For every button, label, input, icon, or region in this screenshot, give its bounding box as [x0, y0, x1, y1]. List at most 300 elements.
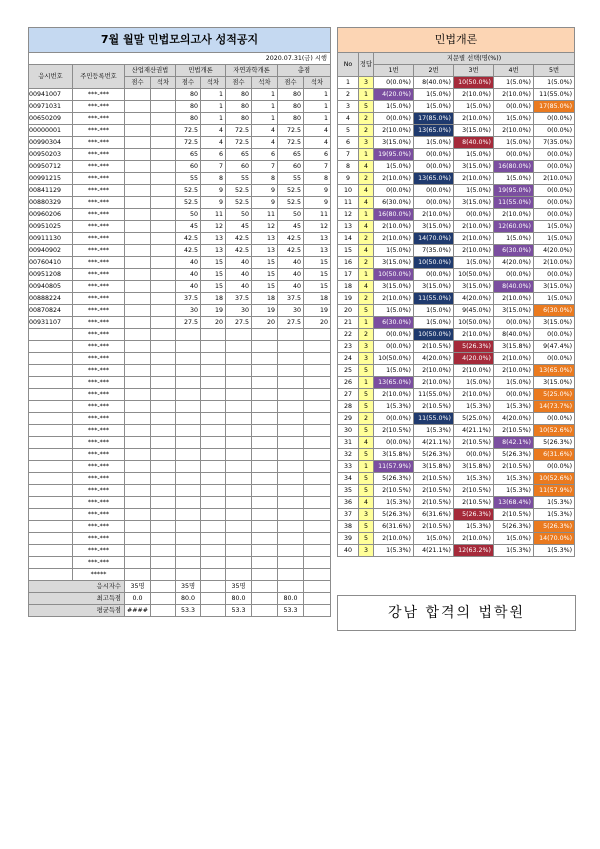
score-cell: [151, 485, 176, 497]
id-number: ***-***: [73, 485, 125, 497]
question-number: 16: [338, 257, 359, 269]
option-count: 11(57.9%): [534, 485, 575, 497]
score-cell: [151, 353, 176, 365]
table-row: [29, 521, 331, 533]
option-count: 2(10.0%): [374, 221, 414, 233]
score-cell: 72.5: [176, 137, 201, 149]
option-count: 4(21.1%): [454, 425, 494, 437]
score-cell: 80: [176, 101, 201, 113]
score-cell: 7: [201, 161, 226, 173]
score-cell: [151, 557, 176, 569]
score-cell: [151, 137, 176, 149]
score-cell: 4: [304, 137, 331, 149]
option-count: 3(15.0%): [414, 281, 454, 293]
score-cell: 9: [252, 197, 278, 209]
option-count: 1(5.0%): [374, 245, 414, 257]
option-count: 2(10.5%): [494, 461, 534, 473]
header-total: 총점: [278, 65, 331, 77]
table-row: [338, 173, 575, 185]
score-cell: [176, 413, 201, 425]
score-cell: 1: [252, 89, 278, 101]
exam-number: [29, 557, 73, 569]
table-row: [29, 305, 331, 317]
option-count: 0(0.0%): [414, 161, 454, 173]
score-cell: 9: [201, 185, 226, 197]
header-option-4: 4번: [494, 65, 534, 77]
score-cell: [125, 425, 151, 437]
exam-number: 00940902: [29, 245, 73, 257]
score-cell: 60: [278, 161, 304, 173]
score-cell: [125, 209, 151, 221]
score-cell: [201, 365, 226, 377]
score-cell: [151, 185, 176, 197]
option-count: 1(5.3%): [494, 473, 534, 485]
question-number: 24: [338, 353, 359, 365]
table-row: [338, 341, 575, 353]
table-row: [338, 197, 575, 209]
question-number: 32: [338, 449, 359, 461]
score-cell: [278, 437, 304, 449]
score-cell: [304, 557, 331, 569]
header-score: 점수: [176, 77, 201, 89]
score-cell: [226, 473, 252, 485]
score-cell: [304, 545, 331, 557]
option-count: 7(35.0%): [414, 245, 454, 257]
score-cell: [201, 449, 226, 461]
option-count: 5(26.3%): [454, 509, 494, 521]
score-cell: 60: [226, 161, 252, 173]
correct-answer: 1: [359, 377, 374, 389]
option-count: 0(0.0%): [534, 113, 575, 125]
score-cell: [226, 569, 252, 581]
option-count: 6(30.0%): [374, 317, 414, 329]
id-number: ***-***: [73, 197, 125, 209]
header-rank: 석차: [201, 77, 226, 89]
score-cell: [151, 173, 176, 185]
academy-banner: 강남 합격의 법학원: [337, 595, 576, 631]
score-cell: 13: [304, 245, 331, 257]
id-number: ***-***: [73, 497, 125, 509]
option-count: 0(0.0%): [534, 353, 575, 365]
option-count: 2(10.0%): [454, 221, 494, 233]
header-score: 점수: [278, 77, 304, 89]
option-count: 1(5.0%): [414, 533, 454, 545]
score-cell: [252, 341, 278, 353]
score-cell: [252, 485, 278, 497]
option-count: 2(10.0%): [494, 125, 534, 137]
table-row: [338, 233, 575, 245]
score-cell: [278, 425, 304, 437]
option-count: 0(0.0%): [534, 149, 575, 161]
score-cell: [151, 305, 176, 317]
score-cell: [201, 329, 226, 341]
score-cell: [252, 329, 278, 341]
score-cell: 15: [201, 257, 226, 269]
score-cell: [201, 425, 226, 437]
score-cell: 20: [304, 317, 331, 329]
score-cell: [176, 353, 201, 365]
option-count: 1(5.0%): [454, 101, 494, 113]
option-count: 0(0.0%): [414, 149, 454, 161]
id-number: ***-***: [73, 413, 125, 425]
score-cell: 55: [278, 173, 304, 185]
option-count: 0(0.0%): [534, 269, 575, 281]
option-count: 10(50.0%): [454, 317, 494, 329]
score-cell: 55: [176, 173, 201, 185]
table-row: [338, 305, 575, 317]
exam-number: 00960206: [29, 209, 73, 221]
score-cell: 1: [304, 89, 331, 101]
exam-number: 00991215: [29, 173, 73, 185]
table-row: [29, 401, 331, 413]
correct-answer: 1: [359, 461, 374, 473]
score-cell: [304, 485, 331, 497]
option-count: 1(5.3%): [534, 509, 575, 521]
score-cell: [278, 521, 304, 533]
table-row: [29, 533, 331, 545]
option-count: 19(95.0%): [494, 185, 534, 197]
score-cell: 20: [252, 317, 278, 329]
score-cell: [151, 545, 176, 557]
table-row: [29, 509, 331, 521]
question-number: 30: [338, 425, 359, 437]
score-cell: 80: [176, 113, 201, 125]
option-count: 12(63.2%): [454, 545, 494, 557]
option-count: 1(5.3%): [414, 425, 454, 437]
option-count: 2(10.0%): [534, 257, 575, 269]
table-row: [338, 509, 575, 521]
score-cell: [151, 161, 176, 173]
stats-label: 응시자수: [29, 581, 125, 593]
score-cell: [151, 221, 176, 233]
table-row: [338, 209, 575, 221]
option-count: 2(10.0%): [454, 173, 494, 185]
header-option-2: 2번: [414, 65, 454, 77]
score-cell: 19: [201, 305, 226, 317]
id-number: ***-***: [73, 293, 125, 305]
score-cell: [201, 497, 226, 509]
score-cell: 50: [278, 209, 304, 221]
score-cell: [252, 413, 278, 425]
option-count: 3(15.8%): [414, 461, 454, 473]
correct-answer: 2: [359, 113, 374, 125]
stats-value: [252, 593, 278, 605]
table-row: [338, 377, 575, 389]
score-cell: [151, 521, 176, 533]
correct-answer: 2: [359, 233, 374, 245]
option-count: 6(30.0%): [374, 197, 414, 209]
score-cell: 40: [176, 281, 201, 293]
table-row: [338, 365, 575, 377]
option-count: 0(0.0%): [374, 341, 414, 353]
option-count: 1(5.0%): [374, 101, 414, 113]
option-count: 2(10.0%): [454, 329, 494, 341]
score-cell: [252, 521, 278, 533]
header-question-no: No: [338, 53, 359, 77]
option-count: 0(0.0%): [534, 209, 575, 221]
question-number: 33: [338, 461, 359, 473]
question-number: 3: [338, 101, 359, 113]
option-count: 3(15.0%): [454, 161, 494, 173]
question-number: 5: [338, 125, 359, 137]
stats-value: [304, 605, 331, 617]
stats-value: [252, 581, 278, 593]
score-cell: [304, 533, 331, 545]
option-count: 2(10.5%): [414, 341, 454, 353]
option-count: 2(10.0%): [414, 365, 454, 377]
score-cell: 40: [226, 269, 252, 281]
header-rank: 석차: [252, 77, 278, 89]
score-cell: [252, 425, 278, 437]
header-score: 점수: [226, 77, 252, 89]
table-row: [338, 545, 575, 557]
option-count: 11(55.0%): [414, 413, 454, 425]
score-cell: 15: [252, 257, 278, 269]
score-cell: [151, 377, 176, 389]
score-cell: [151, 533, 176, 545]
question-number: 12: [338, 209, 359, 221]
question-number: 31: [338, 437, 359, 449]
option-count: 6(31.6%): [374, 521, 414, 533]
score-cell: [151, 293, 176, 305]
correct-answer: 2: [359, 413, 374, 425]
table-row: [29, 389, 331, 401]
score-cell: [278, 473, 304, 485]
question-number: 14: [338, 233, 359, 245]
exam-number: [29, 545, 73, 557]
option-count: 2(10.0%): [454, 89, 494, 101]
table-row: [29, 449, 331, 461]
score-cell: [226, 557, 252, 569]
score-cell: [252, 557, 278, 569]
option-count: 5(26.3%): [494, 449, 534, 461]
id-number: ***-***: [73, 113, 125, 125]
option-count: 1(5.0%): [494, 137, 534, 149]
correct-answer: 1: [359, 209, 374, 221]
question-number: 6: [338, 137, 359, 149]
correct-answer: 4: [359, 497, 374, 509]
option-count: 0(0.0%): [534, 197, 575, 209]
score-cell: [176, 557, 201, 569]
stats-value: 80.0: [278, 593, 304, 605]
id-number: ***-***: [73, 233, 125, 245]
score-cell: [151, 245, 176, 257]
score-cell: [226, 365, 252, 377]
option-count: 2(10.5%): [414, 485, 454, 497]
question-number: 36: [338, 497, 359, 509]
score-cell: [176, 461, 201, 473]
option-count: 2(10.5%): [414, 521, 454, 533]
score-cell: [176, 509, 201, 521]
correct-answer: 2: [359, 257, 374, 269]
question-number: 18: [338, 281, 359, 293]
option-count: 2(10.5%): [374, 485, 414, 497]
correct-answer: 4: [359, 197, 374, 209]
score-cell: [278, 401, 304, 413]
question-number: 1: [338, 77, 359, 89]
answer-distribution-table: [337, 27, 575, 557]
exam-number: 00760410: [29, 257, 73, 269]
score-cell: 45: [226, 221, 252, 233]
option-count: 19(95.0%): [374, 149, 414, 161]
score-cell: [201, 533, 226, 545]
score-cell: 15: [201, 281, 226, 293]
option-count: 9(45.0%): [454, 305, 494, 317]
table-row: [29, 137, 331, 149]
correct-answer: 5: [359, 389, 374, 401]
table-row: [29, 341, 331, 353]
score-cell: 27.5: [176, 317, 201, 329]
score-cell: [176, 545, 201, 557]
exam-number: 00971031: [29, 101, 73, 113]
header-subject-2: 민법개론: [176, 65, 226, 77]
score-cell: 30: [176, 305, 201, 317]
score-cell: [226, 389, 252, 401]
id-number: ***-***: [73, 389, 125, 401]
table-row: [29, 569, 331, 581]
id-number: ***-***: [73, 185, 125, 197]
score-cell: 20: [201, 317, 226, 329]
table-row: [29, 257, 331, 269]
score-cell: [252, 353, 278, 365]
score-table: [28, 27, 331, 617]
table-row: [29, 221, 331, 233]
table-row: [338, 101, 575, 113]
stats-row: [29, 605, 331, 617]
score-cell: 30: [226, 305, 252, 317]
score-cell: [226, 377, 252, 389]
question-number: 15: [338, 245, 359, 257]
score-cell: [226, 353, 252, 365]
question-number: 26: [338, 377, 359, 389]
question-number: 11: [338, 197, 359, 209]
option-count: 1(5.3%): [494, 485, 534, 497]
score-cell: [304, 341, 331, 353]
option-count: 2(10.0%): [494, 209, 534, 221]
correct-answer: 3: [359, 545, 374, 557]
id-number: ***-***: [73, 149, 125, 161]
option-count: 0(0.0%): [374, 77, 414, 89]
exam-number: [29, 497, 73, 509]
question-number: 7: [338, 149, 359, 161]
option-count: 4(21.1%): [414, 437, 454, 449]
id-number: ***-***: [73, 437, 125, 449]
option-count: 10(52.6%): [534, 425, 575, 437]
table-row: [29, 437, 331, 449]
correct-answer: 4: [359, 437, 374, 449]
score-cell: 15: [252, 269, 278, 281]
score-cell: [226, 509, 252, 521]
question-number: 38: [338, 521, 359, 533]
id-number: ***-***: [73, 317, 125, 329]
correct-answer: 5: [359, 101, 374, 113]
option-count: 2(10.5%): [454, 497, 494, 509]
table-row: [338, 149, 575, 161]
stats-label: 최고득점: [29, 593, 125, 605]
score-cell: 80: [278, 89, 304, 101]
score-cell: [304, 569, 331, 581]
id-number: ***-***: [73, 101, 125, 113]
score-cell: 11: [201, 209, 226, 221]
score-cell: [151, 269, 176, 281]
score-cell: [278, 497, 304, 509]
score-cell: 4: [252, 125, 278, 137]
score-cell: [125, 401, 151, 413]
score-cell: [226, 497, 252, 509]
table-row: [338, 353, 575, 365]
option-count: 5(26.3%): [534, 437, 575, 449]
table-row: [338, 521, 575, 533]
score-cell: [125, 377, 151, 389]
score-cell: 65: [278, 149, 304, 161]
table-row: [29, 125, 331, 137]
score-cell: 27.5: [278, 317, 304, 329]
score-cell: [176, 377, 201, 389]
option-count: 0(0.0%): [494, 317, 534, 329]
id-number: ***-***: [73, 521, 125, 533]
table-row: [338, 389, 575, 401]
score-cell: 60: [176, 161, 201, 173]
option-count: 2(10.5%): [374, 425, 414, 437]
option-count: 2(10.0%): [494, 89, 534, 101]
option-count: 6(31.6%): [534, 449, 575, 461]
option-count: 1(5.3%): [374, 497, 414, 509]
option-count: 0(0.0%): [534, 329, 575, 341]
score-cell: [201, 353, 226, 365]
option-count: 2(10.0%): [374, 173, 414, 185]
table-row: [338, 221, 575, 233]
option-count: 1(5.0%): [454, 257, 494, 269]
stats-value: [151, 605, 176, 617]
score-cell: 15: [201, 269, 226, 281]
stats-value: ####: [125, 605, 151, 617]
score-cell: [125, 461, 151, 473]
option-count: 8(40.0%): [494, 329, 534, 341]
score-cell: 80: [226, 113, 252, 125]
header-id-no: 주민등록번호: [73, 65, 125, 89]
stats-value: 35명: [226, 581, 252, 593]
score-cell: 40: [176, 269, 201, 281]
question-number: 10: [338, 185, 359, 197]
table-row: [29, 545, 331, 557]
option-count: 1(5.0%): [414, 305, 454, 317]
id-number: ***-***: [73, 533, 125, 545]
table-row: [29, 557, 331, 569]
option-count: 0(0.0%): [454, 209, 494, 221]
table-row: [338, 461, 575, 473]
exam-number: 00931107: [29, 317, 73, 329]
score-cell: [125, 569, 151, 581]
score-cell: [176, 497, 201, 509]
score-cell: [252, 365, 278, 377]
option-count: 1(5.0%): [534, 233, 575, 245]
score-cell: [125, 257, 151, 269]
table-row: [338, 137, 575, 149]
score-cell: 1: [304, 113, 331, 125]
stats-value: [278, 581, 304, 593]
score-cell: 6: [304, 149, 331, 161]
score-cell: 13: [304, 233, 331, 245]
question-number: 35: [338, 485, 359, 497]
question-number: 29: [338, 413, 359, 425]
exam-number: 00950203: [29, 149, 73, 161]
option-count: 2(10.5%): [454, 437, 494, 449]
option-count: 0(0.0%): [534, 161, 575, 173]
option-count: 3(15.0%): [534, 281, 575, 293]
option-count: 0(0.0%): [374, 437, 414, 449]
option-count: 8(40.0%): [494, 281, 534, 293]
score-cell: [151, 113, 176, 125]
